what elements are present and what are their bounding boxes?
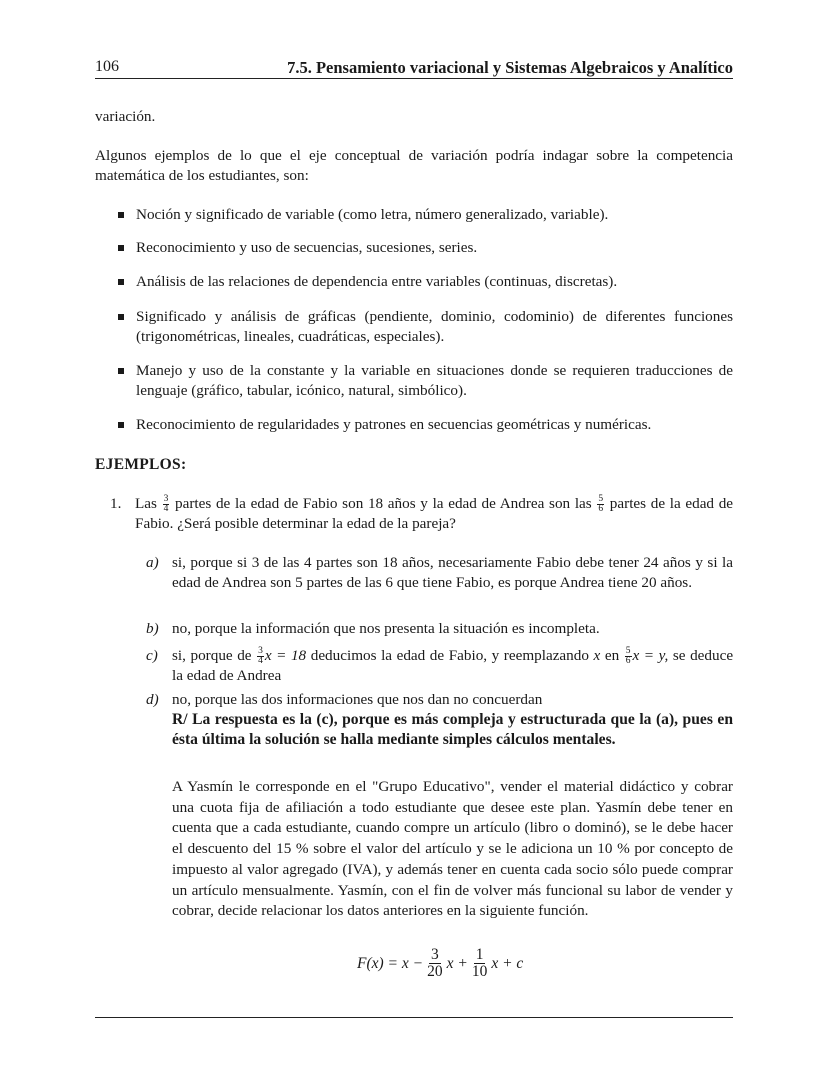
example-question-text: Las $\frac{3}{4}$ partes de la edad de Fabio son 18 años y la edad de Andrea son las $\frac{5}{6}$ partes de la edad de Fabio. ¿Será posible determinar la edad de la pareja? bbox=[135, 494, 734, 533]
bullet-text: Manejo y uso de la constante y la variable en situaciones donde se requieren traducciones de lenguaje (gráfico, tabular, icónico, natural, simbólico). bbox=[136, 362, 733, 399]
fraction: $\frac{1}{10}$ bbox=[471, 946, 488, 980]
option-text: no, porque la información que nos presenta la situación es incompleta. bbox=[172, 620, 600, 637]
bullet-square-icon bbox=[118, 212, 124, 218]
option-b bbox=[146, 619, 733, 639]
option-text: si, porque si 3 de las 4 partes son 18 años, necesariamente Fabio debe tener 24 años y si la edad de Andrea son 5 partes de las 6 que tiene Fabio, es porque Andrea tiene 20 años. bbox=[172, 554, 733, 591]
option-c bbox=[146, 646, 733, 686]
bullet-item bbox=[118, 361, 733, 401]
bullet-text: Noción y significado de variable (como letra, número generalizado, variable). bbox=[136, 206, 609, 223]
option-label: d) bbox=[146, 691, 159, 708]
footer-rule bbox=[95, 1017, 733, 1018]
section-title: 7.5. Pensamiento variacional y Sistemas Algebraicos y Analítico bbox=[287, 58, 733, 77]
examples-heading: EJEMPLOS: bbox=[95, 456, 187, 473]
bullet-text: Reconocimiento de regularidades y patrones en secuencias geométricas y numéricas. bbox=[136, 416, 652, 433]
fraction: $\frac{3}{4}$ bbox=[258, 646, 263, 667]
bullet-text: Significado y análisis de gráficas (pendiente, dominio, codominio) de diferentes funciones (trigonométricas, lineales, cuadráticas, especiales). bbox=[136, 308, 733, 345]
fraction: $\frac{3}{4}$ bbox=[163, 494, 169, 515]
option-label: c) bbox=[146, 647, 158, 664]
option-text: si, porque de $\frac{3}{4}$ x = 18 deducimos la edad de Fabio, y reemplazando x en $\frac{5}{6}$ x = y, se deduce la edad de Andrea bbox=[172, 646, 734, 685]
option-label: a) bbox=[146, 554, 159, 571]
option-d bbox=[146, 690, 733, 710]
page-number: 106 bbox=[95, 58, 119, 75]
bullet-item bbox=[118, 415, 733, 435]
fraction: $\frac{3}{20}$ bbox=[427, 946, 443, 980]
bullet-square-icon bbox=[118, 279, 124, 285]
example-question bbox=[110, 494, 733, 534]
bullet-item bbox=[118, 238, 733, 258]
bullet-text: Reconocimiento y uso de secuencias, sucesiones, series. bbox=[136, 239, 478, 256]
bullet-item bbox=[118, 307, 733, 347]
bullet-text: Análisis de las relaciones de dependencia entre variables (continuas, discretas). bbox=[136, 273, 618, 290]
continuation-text: variación. bbox=[95, 108, 156, 125]
bullet-square-icon bbox=[118, 422, 124, 428]
answer-text: R/ La respuesta es la (c), porque es más compleja y estructurada que la (a), pues en ésta última la solución se halla mediante simples cálculos mentales. bbox=[172, 711, 733, 748]
function-formula: F(x) = x − $\frac{3}{20}$ x + $\frac{1}{10}$ x + c bbox=[357, 946, 524, 980]
bullet-item bbox=[118, 272, 733, 292]
bullet-square-icon bbox=[118, 314, 124, 320]
intro-paragraph: Algunos ejemplos de lo que el eje conceptual de variación podría indagar sobre la competencia matemática de los estudiantes, son: bbox=[95, 147, 733, 184]
fraction: $\frac{5}{6}$ bbox=[625, 646, 631, 667]
example-number: 1. bbox=[110, 495, 122, 512]
bullet-item bbox=[118, 205, 733, 225]
page-header bbox=[95, 56, 733, 79]
option-label: b) bbox=[146, 620, 159, 637]
option-text: no, porque las dos informaciones que nos dan no concuerdan bbox=[172, 691, 543, 708]
fraction: $\frac{5}{6}$ bbox=[598, 494, 604, 515]
bullet-square-icon bbox=[118, 245, 124, 251]
option-a bbox=[146, 553, 733, 593]
problem-paragraph: A Yasmín le corresponde en el "Grupo Educativo", vender el material didáctico y cobrar una cuota fija de afiliación a todo estudiante que desee este plan. Yasmín debe tener en cuenta que a cada estudiante, cuando compre un artículo (libro o dominó), se le debe hacer el descuento del 15 % sobre el valor del artículo y se le adiciona un 10 % por concepto de impuesto al valor agregado (IVA), y además tener en cuenta cada socio sólo puede comprar un artículo mensualmente. Yasmín, con el fin de volver más funcional su labor de vender y cobrar, decide relacionar los datos anteriores en la siguiente función. bbox=[172, 778, 733, 920]
bullet-square-icon bbox=[118, 368, 124, 374]
